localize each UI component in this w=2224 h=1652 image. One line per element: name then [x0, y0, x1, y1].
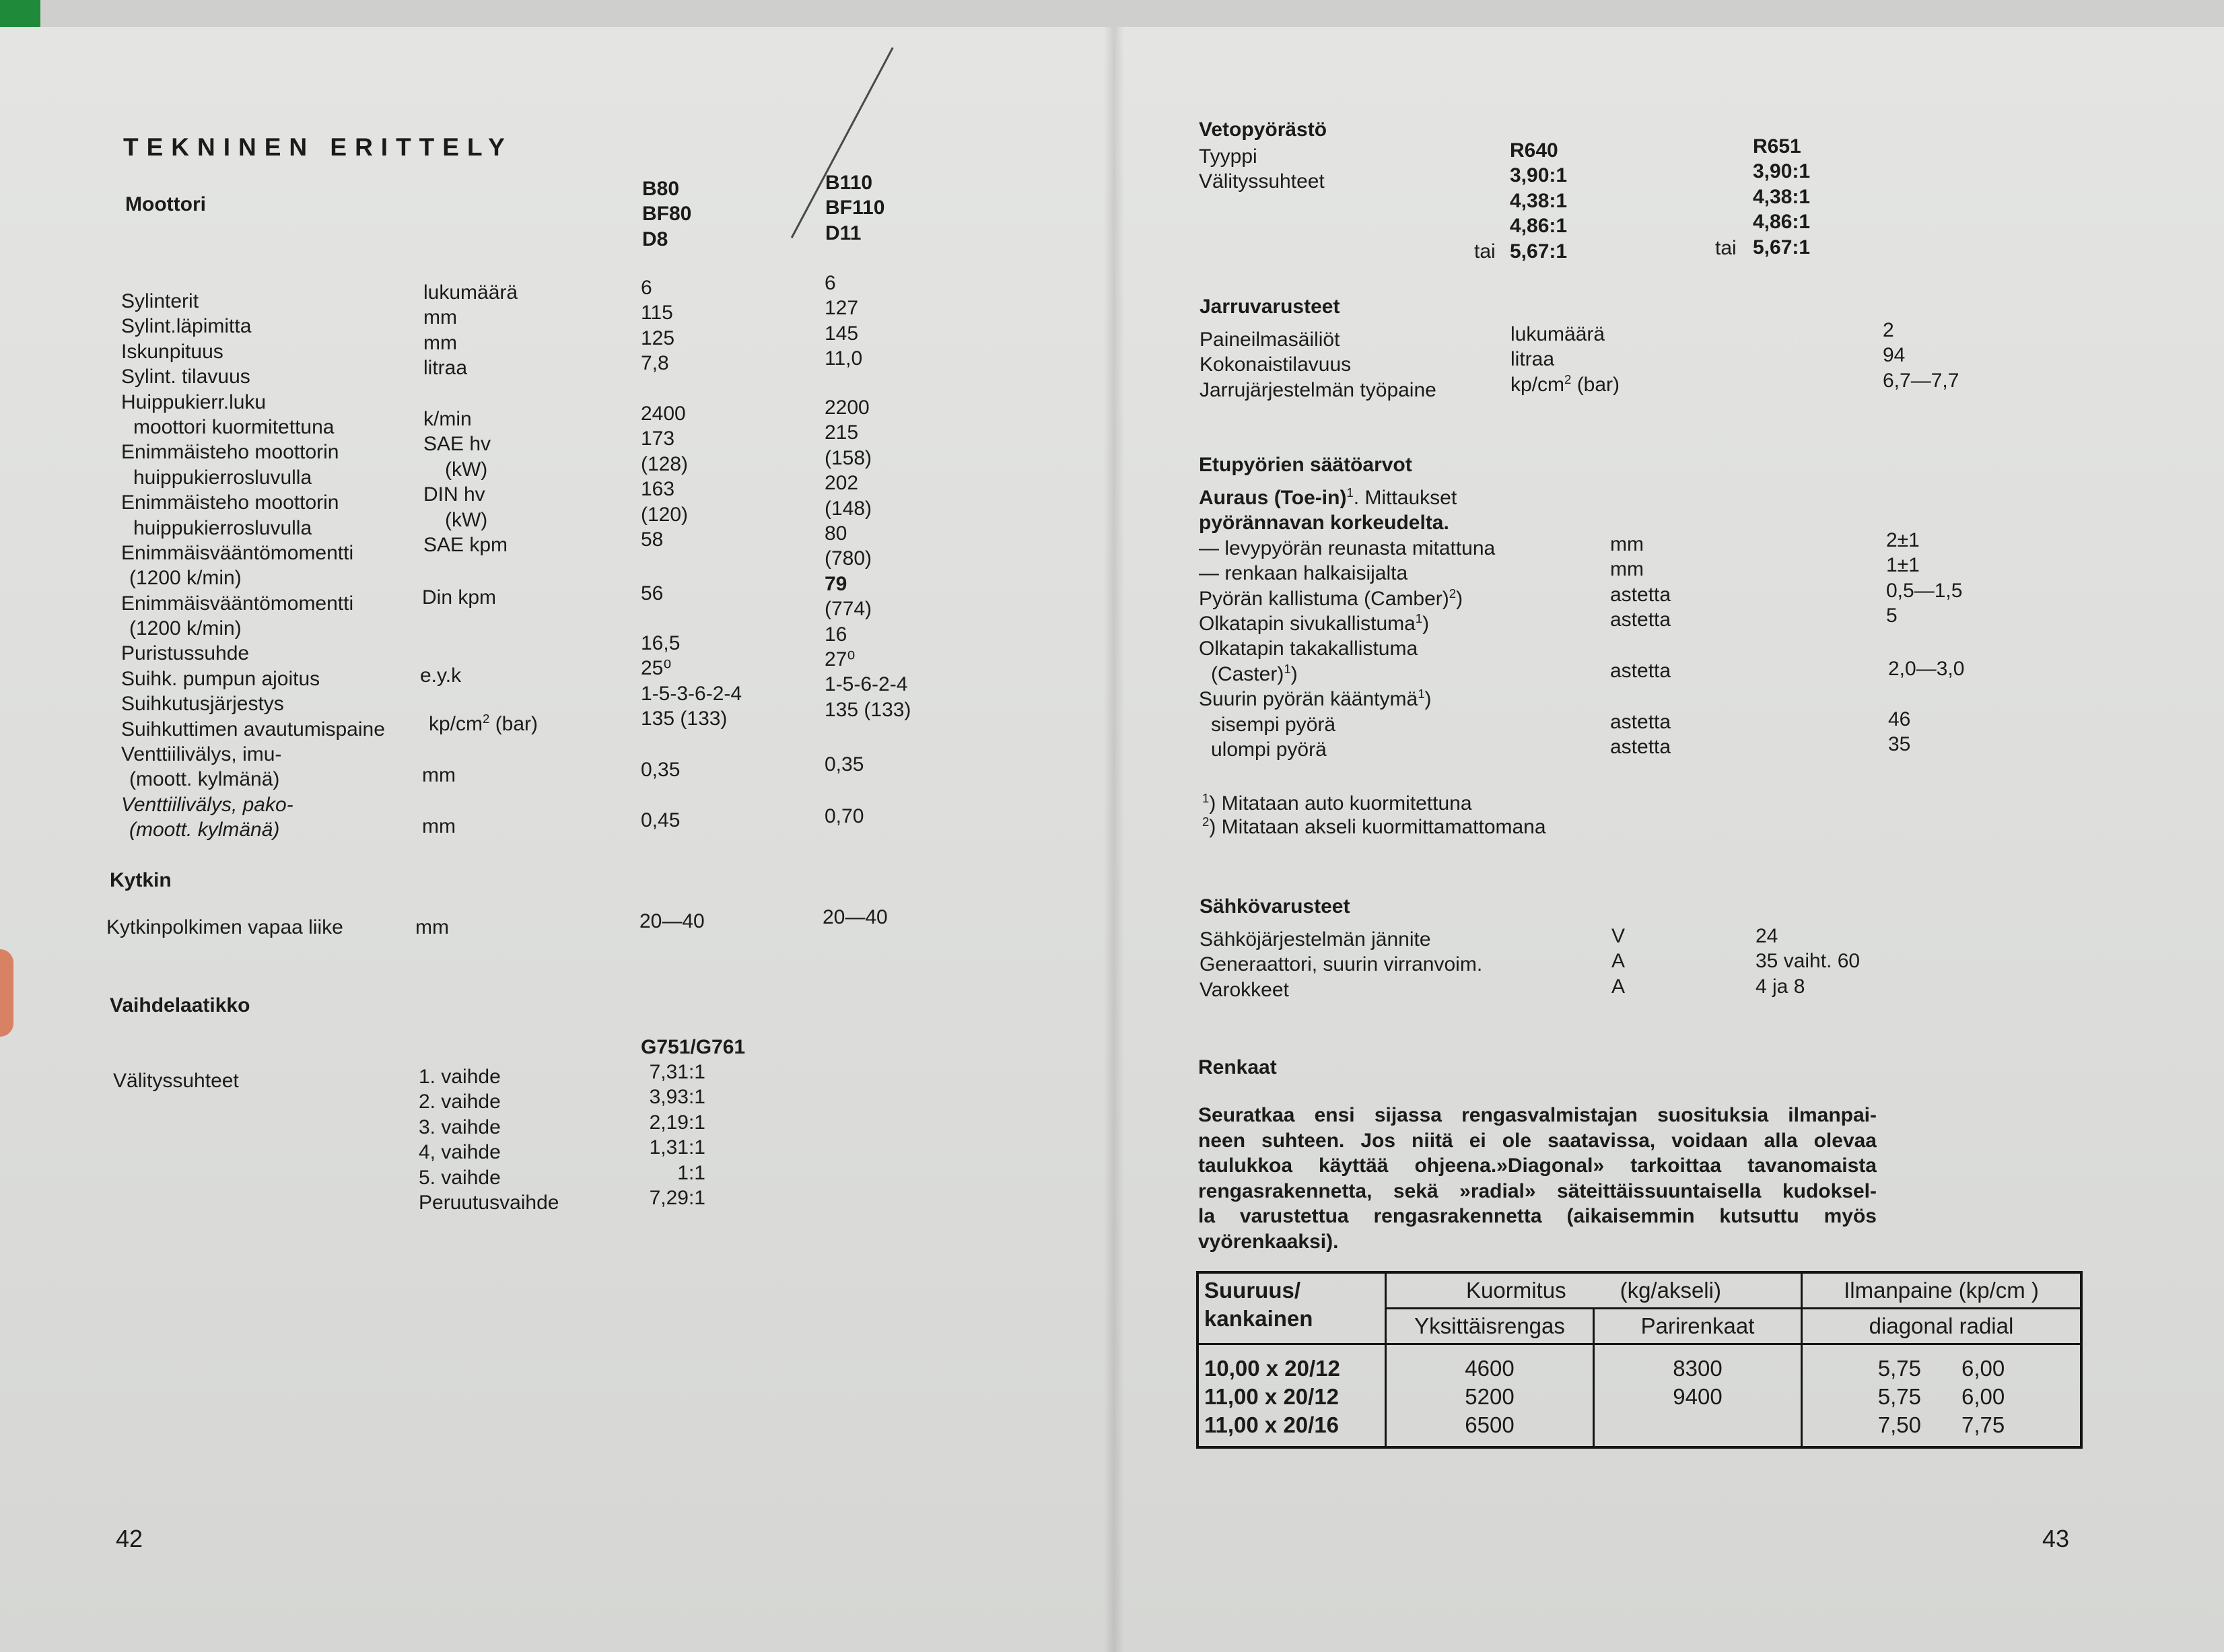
r651-column: R651 3,90:1 4,38:1 4,86:1 5,67:1: [1753, 135, 1811, 259]
unit-din-kpm: Din kpm: [422, 586, 497, 609]
tai-label-r640: tai: [1474, 240, 1496, 263]
alignment-units: mm mm astetta astetta: [1610, 533, 1671, 631]
header-air: Ilmanpaine (kp/cm ): [1802, 1272, 2082, 1309]
engine-units-top: lukumäärä mm mm litraa: [423, 281, 518, 380]
b110-valve-in: 0,35: [825, 753, 864, 776]
table-row: [1197, 1344, 2081, 1448]
section-jarruvarusteet: Jarruvarusteet: [1200, 296, 1340, 318]
clutch-unit: mm: [415, 916, 449, 938]
header-load: Kuormitus (kg/akseli): [1386, 1272, 1802, 1309]
b80-valve-out: 0,45: [641, 809, 681, 831]
section-moottori: Moottori: [125, 193, 206, 215]
electrical-labels: Sähköjärjestelmän jännite Generaattori, suurin virranvoim. Varokkeet: [1200, 928, 1483, 1001]
tire-table-header-1: [1197, 1272, 2081, 1309]
gear-names: 1. vaihde 2. vaihde 3. vaihde 4, vaihde 5. vaihde Peruutusvaihde: [419, 1066, 559, 1214]
caster-unit: astetta: [1610, 660, 1671, 682]
unit-mm-valve-in: mm: [422, 764, 456, 786]
drive-labels: Tyyppi Välityssuhteet: [1199, 145, 1325, 193]
brake-labels: Paineilmasäiliöt Kokonaistilavuus Jarrujärjestelmän työpaine: [1200, 329, 1436, 401]
section-sahkovarusteet: Sähkövarusteet: [1200, 895, 1350, 918]
electrical-units: V A A: [1611, 925, 1626, 998]
b80-torque-din: 56: [641, 582, 664, 605]
header-size: Suuruus/ kankainen: [1197, 1272, 1386, 1344]
cell-air: 5,75 6,00 5,75 6,00 7,50 7,75: [1802, 1344, 2082, 1448]
clutch-b80: 20—40: [639, 910, 705, 932]
alignment-values: 2±1 1±1 0,5—1,5 5: [1886, 529, 1963, 627]
electrical-values: 24 35 vaiht. 60 4 ja 8: [1756, 925, 1861, 998]
cell-single: 4600 5200 6500: [1386, 1344, 1594, 1448]
unit-mm-valve-out: mm: [422, 815, 456, 837]
footnote-2: $^2$) Mitataan akseli kuormittamattomana: [1202, 815, 1546, 838]
turn-values: 46 35: [1888, 708, 1911, 756]
alignment-labels: Auraus $(Toe-in)^1$. Mittaukset pyörännavan korkeudelta. — levypyörän reunasta mitattuna — renkaan halkaisijalta Pyörän kallistuma (Camber)$^2$) Olkatapin sivukallistuma$^1$) Olkatapin takakallistuma (Caster)$^1$) Suurin pyörän kääntymä$^1$) sisempi pyörä ulompi pyörä: [1199, 485, 1496, 761]
page-number-right: 43: [2042, 1525, 2070, 1552]
b80-values-tail: 16,5 25⁰ 1-5-3-6-2-4 135 (133): [641, 632, 742, 730]
b80-valve-in: 0,35: [641, 759, 681, 781]
footnote-1: $^1$) Mitataan auto kuormitettuna: [1202, 791, 1472, 815]
page-number-left: 42: [116, 1525, 143, 1552]
section-vaihdelaatikko: Vaihdelaatikko: [110, 994, 250, 1017]
column-header-b110: B110 BF110 D11: [825, 172, 885, 244]
turn-units: astetta astetta: [1610, 711, 1671, 759]
gear-ratios: 7,31:1 3,93:1 2,19:1 1,31:1 1:1 7,29:1: [649, 1061, 705, 1209]
r640-column: R640 3,90:1 4,38:1 4,86:1 5,67:1: [1510, 139, 1568, 263]
engine-labels: Sylinterit Sylint.läpimitta Iskunpituus Sylint. tilavuus Huippukierr.luku moottori kuormitettuna Enimmäisteho moottorin huippukierrosluvulla Enimmäisteho moottorin huippukierrosluvulla Enimmäisvääntömomentti (1200 k/min) Enimmäisvääntömomentti (1200 k/min) Puristussuhde Suihk. pumpun ajoitus Suihkutusjärjestys Suihkuttimen avautumispaine Venttiilivälys, imu- (moott. kylmänä) Venttiilivälys, pako- (moott. kylmänä): [121, 290, 385, 841]
cell-size: 10,00 x 20/12 11,00 x 20/12 11,00 x 20/16: [1197, 1344, 1386, 1448]
brake-units: lukumäärä litraa $kp/cm^2$ (bar): [1510, 323, 1620, 396]
gearbox-model: G751/G761: [641, 1036, 746, 1058]
section-etupyorat: Etupyörien säätöarvot: [1199, 454, 1412, 476]
b110-values-mid: 2200 215 (158) 202 (148) 80 (780) 79 (774) 16 27⁰ 1-5-6-2-4 135 (133): [825, 397, 911, 721]
header-air-sub: diagonal radial: [1802, 1309, 2082, 1344]
header-single: Yksittäisrengas: [1386, 1309, 1594, 1344]
tai-label-r651: tai: [1715, 237, 1737, 259]
page-title: TEKNINEN ERITTELY: [123, 133, 513, 161]
tire-paragraph: Seuratkaa ensi sijassa rengasvalmistajan suosituksia ilmanpai- neen suhteen. Jos niitä ei ole saatavissa, voidaan alla olevaa taulukkoa käyttää ohjeena.»Diagonal» tarkoittaa tavanomaista rengasrakennetta, sekä »radial» säteittäissuuntaisella kudoksel- la varustettua rengasrakennetta (aikaisemmin kutsuttu myös vyörenkaaksi).: [1198, 1104, 1877, 1253]
clutch-label: Kytkinpolkimen vapaa liike: [106, 916, 343, 938]
gearbox-label: Välityssuhteet: [113, 1070, 239, 1092]
b80-values-mid: 2400 173 (128) 163 (120) 58: [641, 403, 689, 551]
unit-eyk: e.y.k: [420, 664, 462, 687]
tire-table: [1196, 1271, 2083, 1449]
orange-tab-mark: [0, 949, 13, 1037]
caster-value: 2,0—3,0: [1888, 658, 1965, 680]
column-header-b80: B80 BF80 D8: [642, 178, 692, 250]
section-renkaat: Renkaat: [1198, 1056, 1277, 1078]
b110-valve-out: 0,70: [825, 805, 864, 827]
unit-pressure: $kp/cm^2$ (bar): [429, 712, 538, 735]
green-tab-mark: [0, 0, 40, 27]
clutch-b110: 20—40: [823, 906, 888, 928]
brake-values: 2 94 6,7—7,7: [1883, 319, 1959, 392]
header-twin: Parirenkaat: [1594, 1309, 1802, 1344]
page-gutter: [1104, 27, 1124, 1652]
engine-units-mid: k/min SAE hv (kW) DIN hv (kW) SAE kpm: [423, 408, 508, 556]
b110-values-top: 6 127 145 11,0: [825, 272, 863, 370]
section-kytkin: Kytkin: [110, 869, 172, 891]
b80-values-top: 6 115 125 7,8: [641, 277, 675, 375]
section-vetopyorasto: Vetopyörästö: [1199, 118, 1327, 141]
cell-twin: 8300 9400: [1594, 1344, 1802, 1448]
